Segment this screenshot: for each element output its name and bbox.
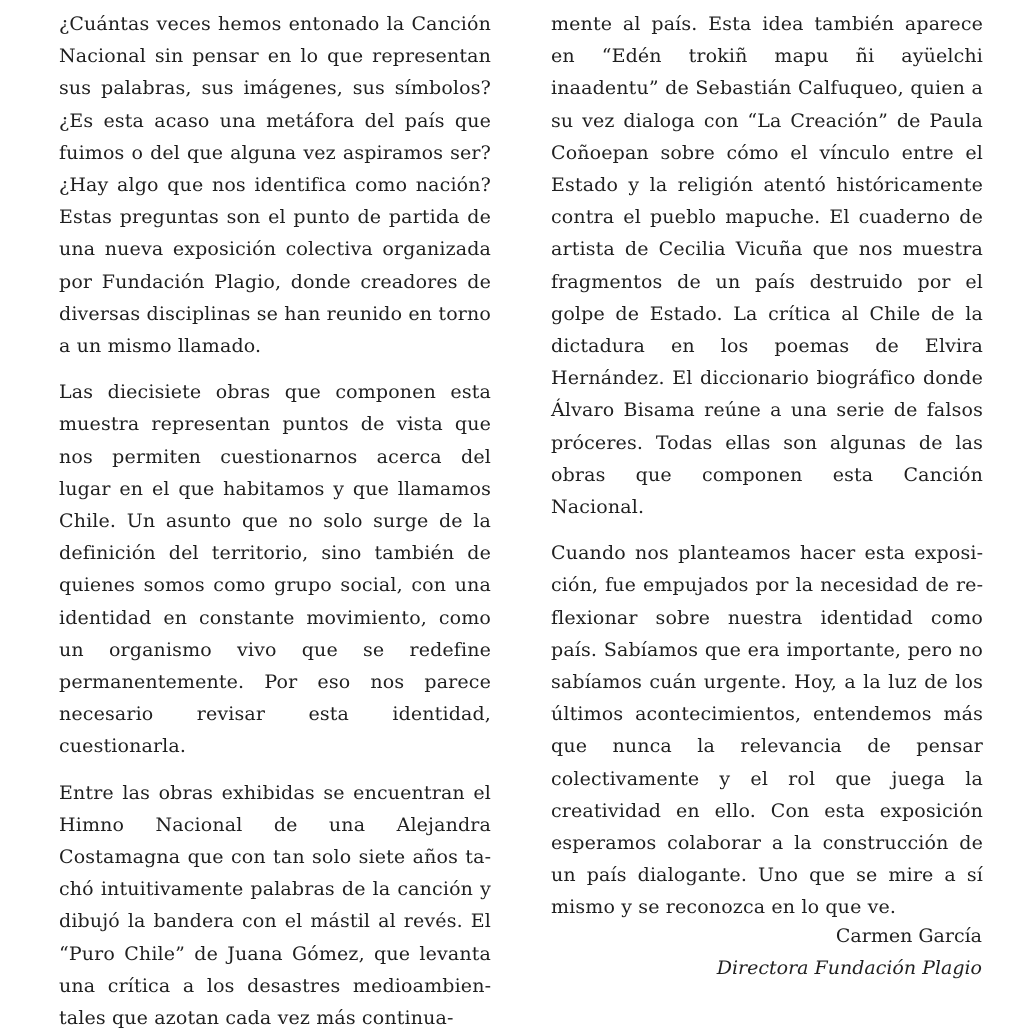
signature-role: Directora Fundación Plagio (716, 957, 982, 979)
signature-block (717, 920, 982, 984)
paragraph-intro: ¿Cuántas veces hemos entonado la Canción Nacional sin pensar en lo que representan sus palabras, sus imágenes, sus símbolos? ¿Es esta acaso una metáfora del país que fuimos o del que alguna vez aspiramos ser? ¿Hay algo que nos identifica como nación? Estas preguntas son el punto de partida de una nueva exposición colectiva organizada por Fundación Plagio, donde creadores de diversas disciplinas se han reunido en torno a un mismo llamado. (59, 13, 491, 358)
signature-name: Carmen García (835, 925, 982, 947)
left-column (59, 8, 491, 1034)
right-column (551, 8, 983, 924)
paragraph-continuation: mente al país. Esta idea también aparece en “Edén trokiñ mapu ñi ayüelchi inaadentu” de Sebastián Calfuqueo, quien a su vez dialoga con “La Creación” de Paula Coñoepan sobre cómo el vínculo entre el Estado y la religión atentó históricamente contra el pueblo mapuche. El cuaderno de artista de Cecilia Vicuña que nos muestra fragmentos de un país destruido por el golpe de Estado. La crítica al Chile de la dictadura en los poemas de Elvira Hernández. El diccionario biográfico donde Álvaro Bisama reúne a una serie de falsos próceres. Todas ellas son algunas de las obras que componen esta Canción Nacional. (551, 13, 983, 519)
paragraph-exhibidas: Entre las obras exhibidas se encuentran el Himno Nacional de una Alejandra Costamagna que con tan solo siete años tachó intuitivamente palabras de la canción y dibujó la bandera con el mástil al revés. El “Puro Chile” de Juana Gómez, que levanta una crítica a los desastres medioambientales que azotan cada vez más continua- (59, 781, 491, 1030)
paragraph-obras: Las diecisiete obras que componen esta muestra representan puntos de vista que nos permiten cuestionarnos acerca del lugar en el que habitamos y que llamamos Chile. Un asunto que no solo surge de la definición del territorio, sino también de quienes somos como grupo social, con una identidad en constante movimiento, como un organismo vivo que se redefine permanentemente. Por eso nos parece necesario revisar esta identidad, cuestionarla. (59, 381, 491, 758)
paragraph-closing: Cuando nos planteamos hacer esta exposición, fue empujados por la necesidad de reflexionar sobre nuestra identidad como país. Sabíamos que era importante, pero no sabíamos cuán urgente. Hoy, a la luz de los últimos acontecimientos, entendemos más que nunca la relevancia de pensar colectivamente y el rol que juega la creatividad en ello. Con esta exposición esperamos colaborar a la construcción de un país dialogante. Uno que se mire a sí mismo y se reconozca en lo que ve. (551, 542, 983, 919)
